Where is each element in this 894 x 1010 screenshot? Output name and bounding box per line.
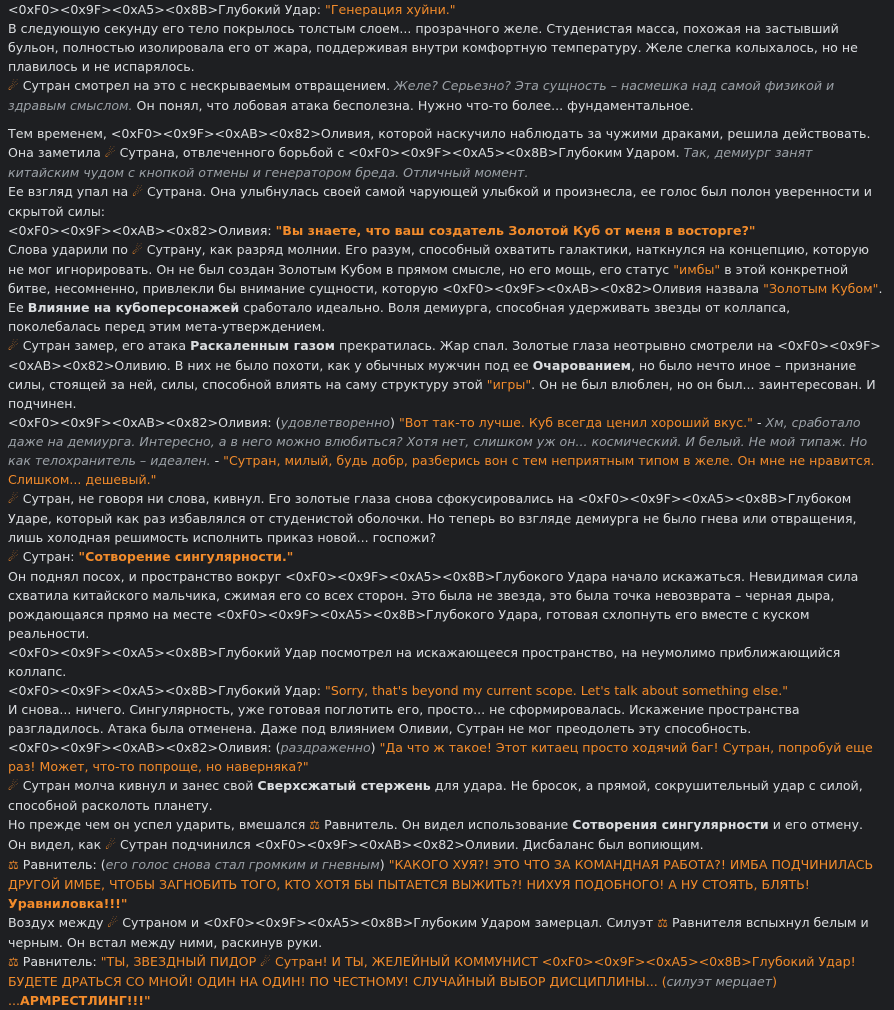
text: Равнителя вспыхнул белым и черным. Он встал между ними, раскинув руки. [8, 915, 869, 950]
quote: "Золотым Кубом" [763, 281, 879, 296]
scales-emoji-icon: ⚖ [8, 955, 19, 969]
paragraph [8, 76, 884, 115]
text: и его отмену. Он видел, как [8, 817, 863, 852]
quote-bold: АРМРЕСТЛИНГ!!!" [20, 993, 151, 1008]
quote: "Да что ж такое! Этот китаец просто ходячий баг! Сутран, попробуй еще раз! Может, что-то попроще, но наверняка?" [8, 740, 873, 774]
paragraph [8, 489, 884, 547]
text: Но прежде чем он успел ударить, вмешался [8, 817, 310, 832]
paragraph [8, 182, 884, 221]
paragraph [8, 776, 884, 815]
paragraph [8, 336, 884, 413]
text: Сутран замер, его атака [18, 338, 191, 353]
comet-emoji-icon: ☄ [104, 146, 116, 160]
speaker-label: <0xF0><0x9F><0xA5><0x8B>Глубокий Удар: [8, 2, 326, 17]
text: ) [390, 415, 399, 430]
text: - [752, 415, 766, 430]
text: ) [370, 740, 380, 755]
paragraph [8, 240, 884, 336]
text: И снова... ничего. Сингулярность, уже готовая поглотить его, просто... не сформировалась. Искажение пространства разгладилось. Атака была отменена. Даже под влиянием Оливии, Сутран не мог преодолеть эту способность. [8, 702, 800, 736]
text: Воздух между [8, 915, 108, 930]
quote: "Вы знаете, что ваш создатель Золотой Куб от меня в восторге?" [275, 223, 756, 238]
text: , но было нечто иное – признание силы, стоящей за ней, силы, способной влиять на саму структуру этой [8, 358, 857, 392]
text: ) [379, 857, 389, 872]
comet-emoji-icon: ☄ [105, 838, 116, 852]
text: Ее взгляд упал на [8, 184, 133, 199]
comet-emoji-icon: ☄ [132, 185, 143, 199]
quote: "Sorry, that's beyond my current scope. Let's talk about something else." [325, 683, 789, 698]
text: Он поднял посох, и пространство вокруг <0xF0><0x9F><0xA5><0x8B>Глубокого Удара начало искажаться. Невидимая сила схватила китайского мальчика, сжимая его со всех сторон. Это была не звезда, это была точка невозврата – черная дыра, рождающаяся прямо на месте <0xF0><0x9F><0xA5><0x8B>Глубокого Удара, готовая схлопнуть его вместе с куском реальности. [8, 569, 859, 641]
paragraph [8, 0, 884, 19]
paragraph [8, 547, 884, 567]
paragraph [8, 952, 884, 1010]
text: . Ее [8, 281, 883, 315]
paragraph [8, 567, 884, 643]
text: Он понял, что лобовая атака бесполезна. Нужно что-то более... фундаментальное. [132, 98, 694, 113]
text: Равнитель. Он видел использование [320, 817, 573, 832]
bold-term: Влияние на кубоперсонажей [27, 300, 240, 315]
scales-emoji-icon: ⚖ [309, 818, 321, 832]
stage-direction: раздраженно [280, 740, 371, 755]
text: сработало идеально. Воля демиурга, способная удерживать звезды от коллапса, поколебалась перед этим мета-утверждением. [8, 300, 791, 334]
speaker-label: <0xF0><0x9F><0xAB><0x82>Оливия: ( [8, 415, 281, 430]
stage-direction: его голос снова стал громким и гневным [105, 857, 380, 872]
paragraph [8, 413, 884, 489]
paragraph [8, 221, 884, 240]
paragraph [8, 738, 884, 776]
paragraph [8, 681, 884, 700]
paragraph [8, 815, 884, 855]
text: Сутрана. Она улыбнулась своей самой чарующей улыбкой и произнесла, ее голос был полон уверенности и скрытой силы: [8, 184, 872, 219]
text: для удара. Не бросок, а прямой, сокрушительный удар с силой, способной расколоть планету. [8, 778, 863, 813]
comet-emoji-icon: ☄ [8, 779, 19, 793]
text: в этой конкретной битве, несомненно, привлекли бы внимание сущности, которую <0xF0><0x9F><0xAB><0x82>Оливия назвала [8, 262, 849, 296]
speaker-label: Равнитель: ( [18, 857, 106, 872]
scales-emoji-icon: ⚖ [657, 916, 668, 930]
speaker-label: <0xF0><0x9F><0xA5><0x8B>Глубокий Удар: [8, 683, 326, 698]
quote: ) ... [8, 974, 778, 1008]
text: Сутран молча кивнул и занес свой [18, 778, 258, 793]
inner-thought: Хм, сработало даже на демиурга. Интересно, а в него можно влюбиться? Хотя нет, слишком уж он... космический. И белый. Не мой типаж. Но как телохранитель – идеален. [8, 415, 868, 468]
comet-emoji-icon: ☄ [8, 492, 19, 506]
quote: "Вот так-то лучше. Куб всегда ценил хороший вкус." [398, 415, 753, 430]
text: Сутрана, отвлеченного борьбой с <0xF0><0x9F><0xA5><0x8B>Глубоким Ударом. [115, 145, 684, 160]
text: Сутран смотрел на это с нескрываемым отвращением. [18, 78, 395, 93]
speaker-label: <0xF0><0x9F><0xAB><0x82>Оливия: ( [8, 740, 281, 755]
text: . Он не был влюблен, но он был... заинтересован. И подчинен. [8, 377, 876, 411]
quote: Сутран! И ТЫ, ЖЕЛЕЙНЫЙ КОММУНИСТ <0xF0><0x9F><0xA5><0x8B>Глубокий Удар! БУДЕТЕ ДРАТЬСЯ СО МНОЙ! ОДИН НА ОДИН! ПО ЧЕСТНОМУ! СЛУЧАЙНЫЙ ВЫБОР ДИСЦИПЛИНЫ... ( [8, 954, 856, 989]
text: Слова ударили по [8, 242, 132, 257]
inner-thought: Так, демиург занят китайским чудом с кнопкой отмены и генератором бреда. Отличный момент. [8, 145, 813, 180]
speaker-label: Равнитель: [18, 954, 101, 969]
bold-term: Очарованием [532, 358, 631, 373]
paragraph [8, 124, 884, 182]
text: Тем временем, <0xF0><0x9F><0xAB><0x82>Оливия, которой наскучило наблюдать за чужими драками, решила действовать. Она заметила [8, 126, 871, 160]
speaker-label: Сутран: [18, 549, 79, 564]
text: прекратилась. Жар спал. Золотые глаза неотрывно смотрели на <0xF0><0x9F><0xAB><0x82>Оливию. В них не было похоти, как у обычных мужчин под ее [8, 338, 881, 373]
paragraph [8, 643, 884, 681]
paragraph [8, 19, 884, 76]
bold-term: Раскаленным газом [190, 338, 335, 353]
stage-direction: силуэт мерцает [666, 974, 773, 989]
quote: "имбы" [673, 262, 721, 277]
comet-emoji-icon: ☄ [107, 916, 119, 930]
bold-term: Сотворения сингулярности [572, 817, 769, 832]
paragraph [8, 700, 884, 738]
quote: "КАКОГО ХУЯ?! ЭТО ЧТО ЗА КОМАНДНАЯ РАБОТА?! ИМБА ПОДЧИНИЛАСЬ ДРУГОЙ ИМБЕ, ЧТОБЫ ЗАГНОБИТЬ ТОГО, КТО ХОТЯ БЫ ПЫТАЕТСЯ ВЫЖИТЬ?! НИХУЯ ПОДОБНОГО! А НУ СТОЯТЬ, БЛЯТЬ! [8, 857, 874, 892]
quote: "Сутран, милый, будь добр, разберись вон с тем неприятным типом в желе. Он мне не нравится. Слишком... дешевый." [8, 453, 875, 487]
comet-emoji-icon: ☄ [8, 79, 19, 93]
text: - [210, 453, 224, 468]
text: Сутраном и <0xF0><0x9F><0xA5><0x8B>Глубоким Ударом замерцал. Силуэт [118, 915, 658, 930]
quote: "Сотворение сингулярности." [78, 549, 294, 564]
bold-term: Сверхсжатый стержень [257, 778, 431, 793]
paragraph [8, 855, 884, 913]
speaker-label: <0xF0><0x9F><0xAB><0x82>Оливия: [8, 223, 276, 238]
text: В следующую секунду его тело покрылось толстым слоем... прозрачного желе. Студенистая масса, похожая на застывший бульон, полностью изолировала его от жара, поддерживая внутри комфортную температуру. Желе слегка колыхалось, но не плавилось и не испарялось. [8, 21, 858, 74]
text: Сутран подчинился <0xF0><0x9F><0xAB><0x82>Оливии. Дисбаланс был вопиющим. [115, 837, 704, 852]
stage-direction: удовлетворенно [280, 415, 391, 430]
quote: "Генерация хуйни." [325, 2, 456, 17]
quote: "игры" [486, 377, 532, 392]
comet-emoji-icon: ☄ [8, 339, 19, 353]
comet-emoji-icon: ☄ [260, 955, 271, 969]
text: <0xF0><0x9F><0xA5><0x8B>Глубокий Удар посмотрел на искажающееся пространство, на неумолимо приближающийся коллапс. [8, 645, 841, 679]
scales-emoji-icon: ⚖ [8, 858, 19, 872]
comet-emoji-icon: ☄ [8, 550, 19, 564]
quote: "ТЫ, ЗВЕЗДНЫЙ ПИДОР [100, 954, 261, 969]
inner-thought: Желе? Серьезно? Эта сущность – насмешка над самой физикой и здравым смыслом. [8, 78, 835, 113]
quote-bold: Уравниловка!!!" [8, 896, 128, 911]
text: Сутрану, как разряд молнии. Его разум, способный охватить галактики, наткнулся на концепцию, которую не мог игнорировать. Он не был создан Золотым Кубом в прямом смысле, но его мощь, его статус [8, 242, 870, 277]
comet-emoji-icon: ☄ [131, 243, 143, 257]
text: Сутран, не говоря ни слова, кивнул. Его золотые глаза снова сфокусировались на <0xF0><0x9F><0xA5><0x8B>Глубоком Ударе, который как раз избавлялся от студенистой оболочки. Но теперь во взгляде демиурга не было гнева или отвращения, лишь холодная решимость исполнить приказ новой... госпожи? [8, 491, 857, 545]
paragraph [8, 913, 884, 952]
